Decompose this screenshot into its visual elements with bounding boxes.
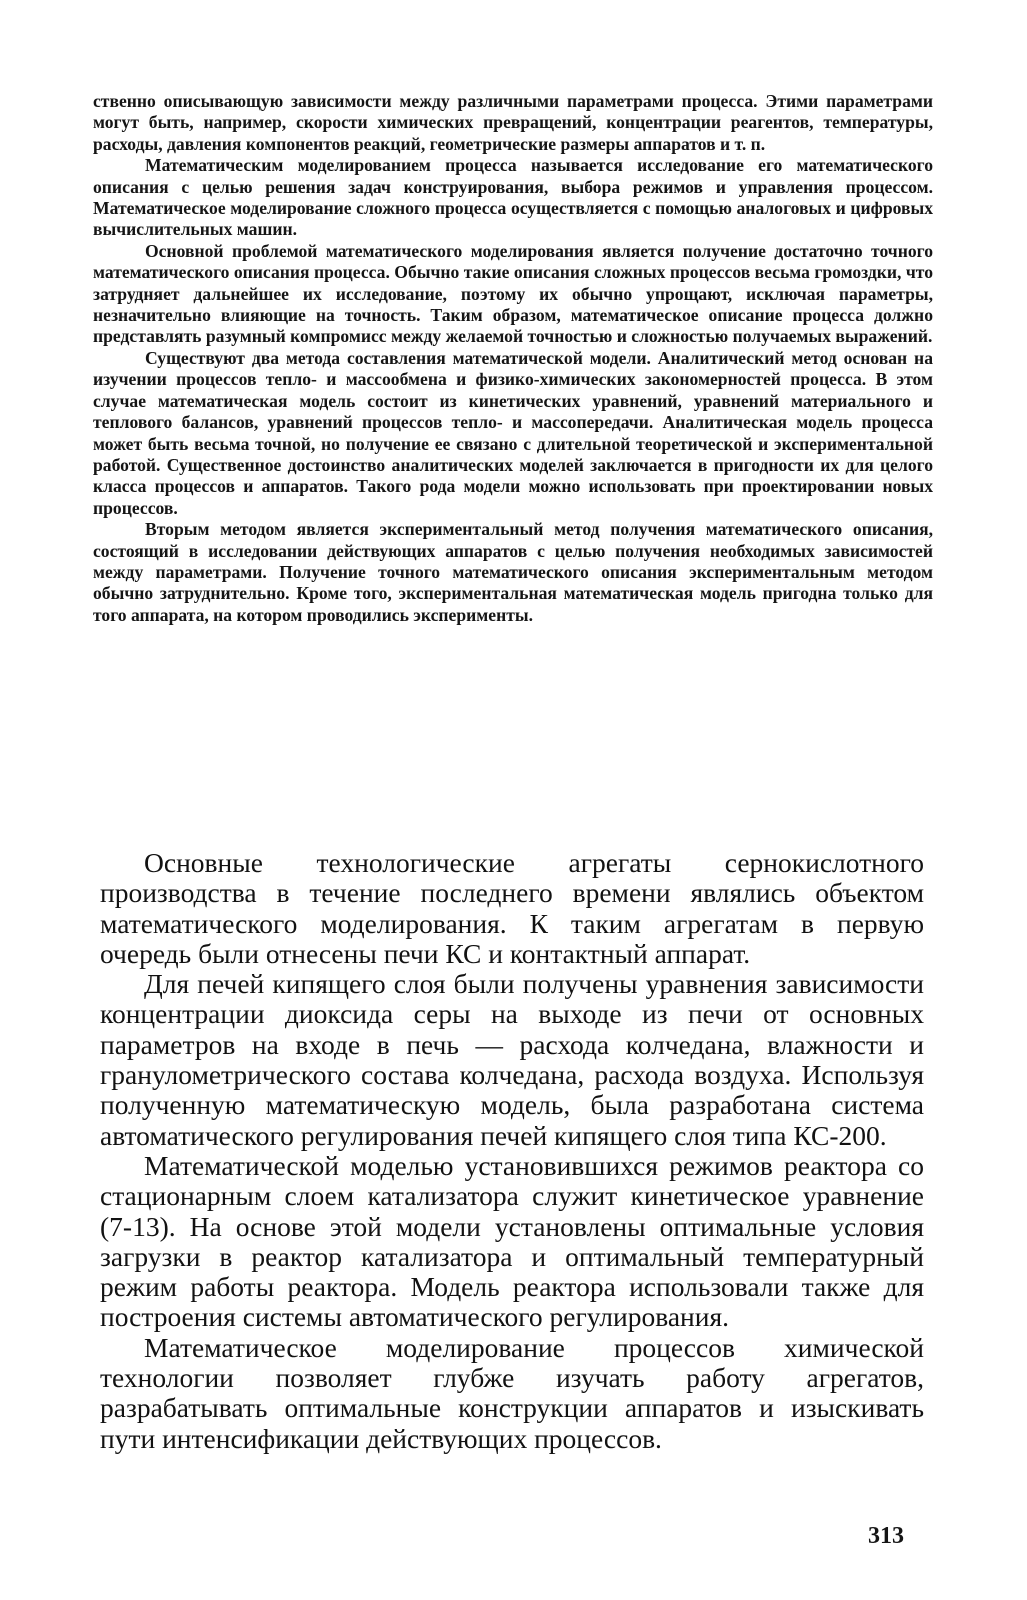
small-paragraph-continuation: ственно описывающую зависимости между различными параметрами процесса. Этими параметрами могут быть, например, скорости химических превращений, концентрации реагентов, температуры, расходы, давления компонентов реакций, геометрические размеры аппаратов и т. п. (93, 91, 933, 154)
small-paragraph: Математическим моделированием процесса называется исследование его математического описания с целью решения задач конструирования, выбора режимов и управления процессом. Математическое моделирование сложного процесса осуществляется с помощью аналоговых и цифровых вычислительных машин. (93, 155, 933, 240)
page-number: 313 (868, 1523, 904, 1549)
main-paragraph: Математическое моделирование процессов химической технологии позволяет глубже изучать работу агрегатов, разрабатывать оптимальные конструкции аппаратов и изыскивать пути интенсификации действующих процессов. (100, 1331, 924, 1454)
main-paragraph: Основные технологические агрегаты сернокислотного производства в течение последнего времени являлись объектом математического моделирования. К таким агрегатам в первую очередь были отнесены печи КС и контактный аппарат. (100, 847, 924, 969)
main-text-section (100, 848, 924, 1454)
small-paragraph: Вторым методом является экспериментальный метод получения математического описания, состоящий в исследовании действующих аппаратов с целью получения необходимых зависимостей между параметрами. Получение точного математического описания экспериментальным методом обычно затруднительно. Кроме того, экспериментальная математическая модель пригодна только для того аппарата, на котором проводились эксперименты. (93, 519, 933, 625)
small-paragraph: Существуют два метода составления математической модели. Аналитический метод основан на изучении процессов тепло- и массообмена и физико-химических закономерностей процесса. В этом случае математическая модель состоит из кинетических уравнений, уравнений материального и теплового балансов, уравнений процессов тепло- и массопередачи. Аналитическая модель процесса может быть весьма точной, но получение ее связано с длительной теоретической и экспериментальной работой. Существенное достоинство аналитических моделей заключается в пригодности их для целого класса процессов и аппаратов. Такого рода модели можно использовать при проектировании новых процессов. (93, 347, 933, 518)
small-paragraph: Основной проблемой математического моделирования является получение достаточно точного математического описания процесса. Обычно такие описания сложных процессов весьма громоздки, что затрудняет дальнейшее их исследование, поэтому их обычно упрощают, исключая параметры, незначительно влияющие на точность. Таким образом, математическое описание процесса должно представлять разумный компромисс между желаемой точностью и сложностью получаемых выражений. (93, 240, 933, 347)
main-paragraph: Математической моделью установившихся режимов реактора со стационарным слоем катализатора служит кинетическое уравнение (7-13). На основе этой модели установлены оптимальные условия загрузки в реактор катализатора и оптимальный температурный режим работы реактора. Модель реактора использовали также для построения системы автоматического регулирования. (100, 1149, 924, 1333)
small-print-section (93, 91, 933, 626)
main-paragraph: Для печей кипящего слоя были получены уравнения зависимости концентрации диоксида серы на выходе из печи от основных параметров на входе в печь — расхода колчедана, влажности и гранулометрического состава колчедана, расхода воздуха. Используя полученную математическую модель, была разработана система автоматического регулирования печей кипящего слоя типа КС-200. (100, 968, 924, 1151)
